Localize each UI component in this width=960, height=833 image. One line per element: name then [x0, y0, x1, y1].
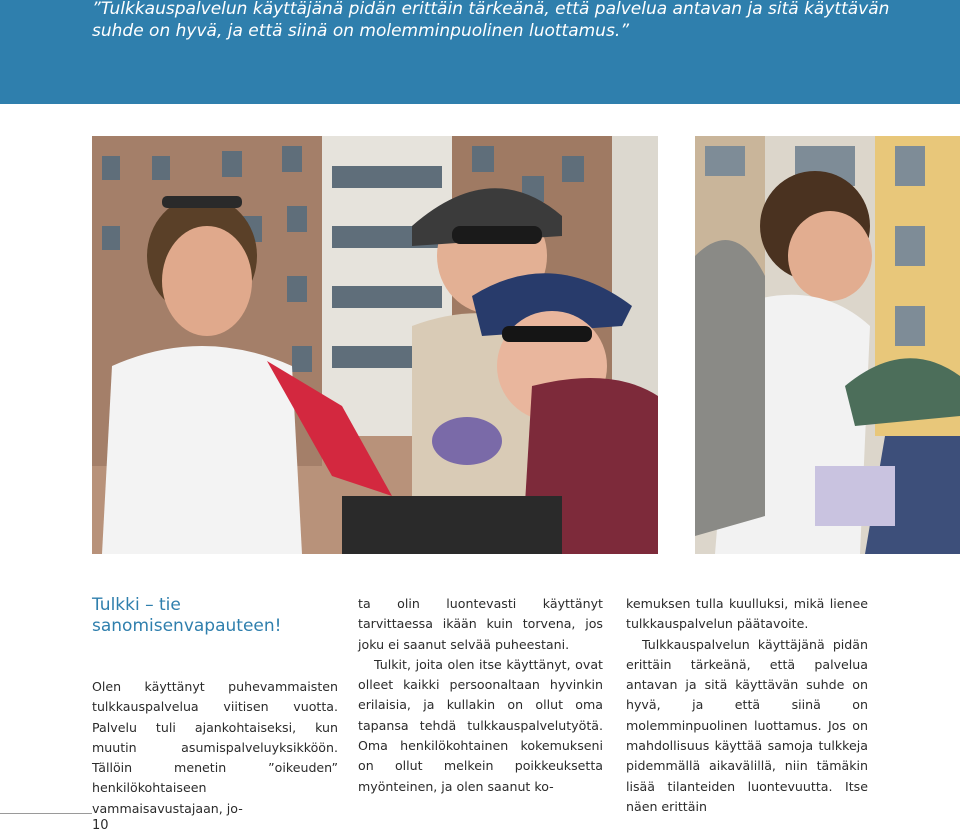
photo-illustration: [92, 136, 658, 554]
text-column-1: [92, 677, 338, 819]
paragraph: kemuksen tulla kuulluksi, mikä lienee tulkkauspalvelun päätavoite.: [626, 596, 868, 632]
page-number: 10: [92, 818, 109, 833]
photo-woman-with-hat: [695, 136, 960, 554]
paragraph: ta olin luontevasti käyttänyt tarvittaessa ikään kuin torvena, jos joku ei saanut selvää puheestani.: [358, 596, 603, 652]
photo-interpreter-scene: [92, 136, 658, 554]
text-column-3: [626, 594, 868, 817]
quote-banner: [0, 0, 960, 104]
text-column-2: [358, 594, 603, 797]
article-heading: Tulkki – tie sanomisenvapauteen!: [92, 595, 282, 636]
photo-illustration: [695, 136, 960, 554]
paragraph: Tulkkauspalvelun käyttäjänä pidän erittäin tärkeänä, että palvelua antavan ja sitä käyttävän suhde on hyvä, ja että siinä on molemminpuolinen luottamus. Jos on mahdollisuus käyttää samoja tulkkeja pidemmällä aikavälillä, niin tämäkin lisää tilanteiden luontevuutta. Itse näen erittäin: [626, 636, 868, 814]
paragraph: Olen käyttänyt puhevammaisten tulkkauspalvelua viitisen vuotta. Palvelu tuli ajankohtaiseksi, kun muutin asumispalveluyksikköön. Tällöin menetin ”oikeuden” henkilökohtaiseen vammaisavustajaan, jo-: [92, 679, 338, 816]
page-number-rule: [0, 813, 92, 814]
paragraph: Tulkit, joita olen itse käyttänyt, ovat olleet kaikki persoonaltaan hyvinkin erilaisia, ja kullakin on ollut oma tapansa tehdä tulkkauspalvelutyötä. Oma henkilökohtainen kokemukseni on ollut melkein poikkeuksetta myönteinen, ja olen saanut ko-: [358, 656, 603, 794]
pull-quote: ”Tulkkauspalvelun käyttäjänä pidän erittäin tärkeänä, että palvelua antavan ja sitä käyttävän suhde on hyvä, ja että siinä on molemminpuolinen luottamus.”: [92, 0, 890, 41]
